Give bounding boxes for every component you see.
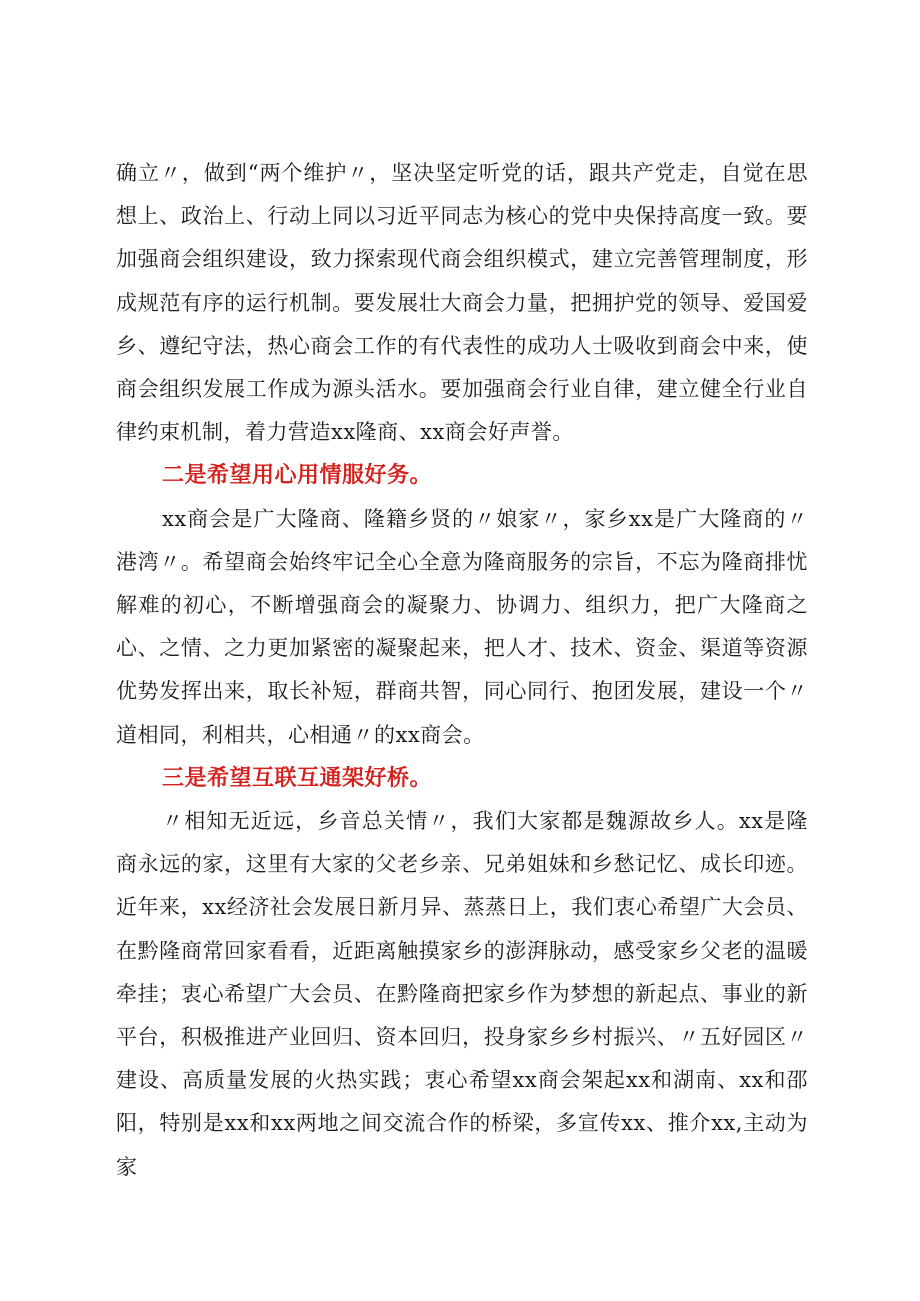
continued-paragraph: 确立〃，做到“两个维护〃，坚决坚定听党的话，跟共产党走，自觉在思想上、政治上、行动上同以习近平同志为核心的党中央保持高度一致。要加强商会组织建设，致力探索现代商会组织模式，建立完善管理制度，形成规范有序的运行机制。要发展壮大商会力量，把拥护党的领导、爱国爱乡、遵纪守法，热心商会工作的有代表性的成功人士吸收到商会中来，使商会组织发展工作成为源头活水。要加强商会行业自律，建立健全行业自律约束机制，着力营造xx隆商、xx商会好声誉。 — [116, 161, 808, 445]
document-body — [116, 152, 808, 1189]
section-2-paragraph: xx商会是广大隆商、隆籍乡贤的〃娘家〃，家乡xx是广大隆商的〃港湾〃。希望商会始终牢记全心全意为隆商服务的宗旨，不忘为隆商排忧解难的初心，不断增强商会的凝聚力、协调力、组织力，把广大隆商之心、之情、之力更加紧密的凝聚起来，把人才、技术、资金、渠道等资源优势发挥出来，取长补短，群商共智，同心同行、抱团发展，建设一个〃道相同，利相共，心相通〃的xx商会。 — [116, 506, 808, 747]
section-3-paragraph: 〃相知无近远，乡音总关情〃，我们大家都是魏源故乡人。xx是隆商永远的家，这里有大家的父老乡亲、兄弟姐妹和乡愁记忆、成长印迹。近年来，xx经济社会发展日新月异、蒸蒸日上，我们衷心希望广大会员、在黔隆商常回家看看，近距离触摸家乡的澎湃脉动，感受家乡父老的温暖牵挂；衷心希望广大会员、在黔隆商把家乡作为梦想的新起点、事业的新平台，积极推进产业回归、资本回归，投身家乡乡村振兴、〃五好园区〃建设、高质量发展的火热实践；衷心希望xx商会架起xx和湖南、xx和邵阳，特别是xx和xx两地之间交流合作的桥梁，多宣传xx、推介xx,主动为家 — [116, 809, 808, 1179]
section-heading-3: 三是希望互联互通架好桥。 — [162, 765, 433, 791]
section-heading-2: 二是希望用心用情服好务。 — [162, 463, 433, 489]
